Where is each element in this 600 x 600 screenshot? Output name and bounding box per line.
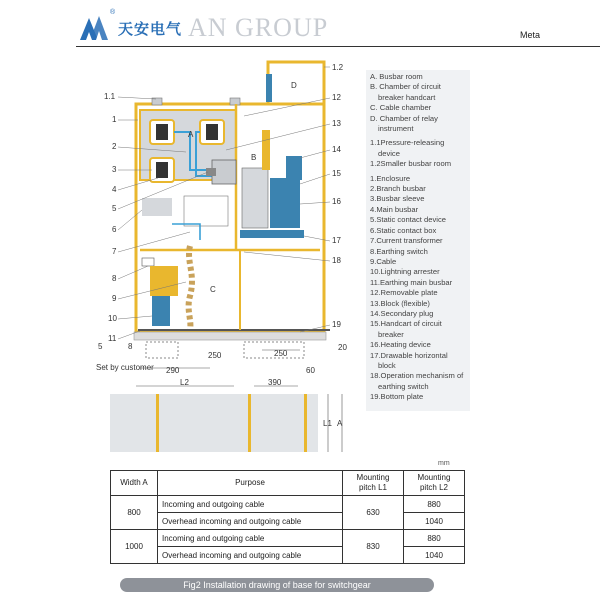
callout-label: 3 — [112, 165, 117, 174]
main-busbar — [156, 162, 168, 178]
earthing-switch — [142, 258, 154, 266]
legend-item: 12.Removable plate — [370, 288, 438, 298]
table-header-row — [111, 471, 465, 496]
callout-label: 1.1 — [104, 92, 116, 101]
header — [0, 0, 600, 48]
dim-label: 250 — [208, 351, 222, 360]
legend-item: 3.Busbar sleeve — [370, 194, 425, 204]
breaker-handcart — [270, 178, 300, 228]
legend-item: 4.Main busbar — [370, 204, 419, 214]
removable-plate — [262, 130, 270, 170]
brand-english-name: AN GROUP — [188, 13, 329, 42]
main-busbar — [156, 124, 168, 140]
legend-item: 7.Current transformer — [370, 236, 443, 246]
callout-label: 1 — [112, 115, 117, 124]
tianan-logo-icon — [78, 12, 112, 42]
legend-item: 15.Handcart of circuit breaker — [370, 319, 442, 339]
legend-item: 8.Earthing switch — [370, 246, 428, 256]
pressure-relief-flap — [230, 98, 240, 105]
legend-item: D. Chamber of relay instrument — [370, 113, 438, 134]
legend-item: 1.2Smaller busbar room — [370, 159, 452, 169]
dim-label: A — [337, 419, 343, 428]
cell-l1: 630 — [343, 496, 404, 530]
cell-width: 1000 — [111, 530, 158, 564]
bottom-plate — [134, 332, 326, 340]
secondary-plug — [286, 156, 302, 180]
header-section-text: Meta — [520, 30, 541, 40]
legend-item: 5.Static contact device — [370, 215, 446, 225]
legend-item: 10.Lightning arrester — [370, 267, 440, 277]
header-divider — [76, 46, 600, 47]
table-row — [111, 496, 465, 513]
legend-item: 9.Cable — [370, 256, 397, 266]
set-by-customer-label: Set by customer — [96, 363, 154, 372]
dim-label: 290 — [166, 366, 180, 375]
cell-l2: 1040 — [404, 547, 465, 564]
relay-mount — [266, 74, 272, 102]
table-row — [111, 547, 465, 564]
legend-item: 18.Operation mechanism of earthing switch — [370, 371, 464, 391]
lightning-arrester — [152, 296, 170, 326]
dim-label: L1 — [323, 419, 332, 428]
callout-label: 7 — [112, 247, 117, 256]
dim-label: 390 — [268, 378, 282, 387]
legend-item: B. Chamber of circuit breaker handcart — [370, 82, 441, 102]
cell-purpose: Incoming and outgoing cable — [158, 530, 343, 547]
callout-label: 10 — [108, 314, 117, 323]
cell-purpose: Incoming and outgoing cable — [158, 496, 343, 513]
dim-label: L2 — [180, 378, 189, 387]
header-purpose: Purpose — [158, 471, 343, 496]
legend-item: 11.Earthing main busbar — [370, 277, 453, 287]
dim-label: 250 — [274, 349, 288, 358]
drawable-horizontal-block — [240, 230, 304, 238]
callout-label: 17 — [332, 236, 341, 245]
header-l2: Mounting pitch L2 — [404, 471, 465, 496]
registered-mark: ® — [110, 9, 116, 16]
legend-item: A. Busbar room — [370, 72, 423, 81]
legend-item: 16.Heating device — [370, 340, 431, 350]
callout-label: 13 — [332, 119, 341, 128]
legend-item: 1.Enclosure — [370, 173, 411, 183]
callout-label: 11 — [108, 334, 117, 343]
lower-contact-box — [142, 198, 172, 216]
callout-label: 6 — [112, 225, 117, 234]
callout-label: 8 — [112, 274, 117, 283]
unit-label: mm — [438, 460, 450, 467]
header-l1: Mounting pitch L1 — [343, 471, 404, 496]
figure-caption: Fig2 Installation drawing of base for switchgear — [120, 578, 434, 592]
legend-parts — [370, 174, 466, 403]
legend-item: 6.Static contact box — [370, 225, 437, 235]
legend-panel — [366, 70, 470, 411]
breaker-body — [242, 168, 268, 228]
room-label-a: A — [188, 130, 194, 139]
foundation-dimensions — [96, 342, 347, 375]
legend-item: 17.Drawable horizontal block — [370, 350, 448, 370]
legend-item: 13.Block (flexible) — [370, 298, 430, 308]
callout-label: 19 — [332, 320, 341, 329]
cell-width: 800 — [111, 496, 158, 530]
callout-label: 14 — [332, 145, 341, 154]
legend-item: 1.1Pressure-releasing device — [370, 138, 445, 158]
callout-leader — [118, 97, 156, 99]
base-plate-plan — [110, 394, 318, 452]
cell-l2: 880 — [404, 496, 465, 513]
cell-l2: 880 — [404, 530, 465, 547]
cell-purpose: Overhead incoming and outgoing cable — [158, 547, 343, 564]
base-channel — [248, 394, 251, 452]
base-channel — [156, 394, 159, 452]
mounting-table — [110, 470, 465, 564]
earthing-switch-frame — [150, 266, 178, 296]
legend-item: 19.Bottom plate — [370, 392, 424, 402]
room-label-b: B — [251, 153, 257, 162]
callout-label: 5 — [112, 204, 117, 213]
cell-l2: 1040 — [404, 513, 465, 530]
table-row — [111, 513, 465, 530]
callout-label: 1.2 — [332, 63, 344, 72]
cell-purpose: Overhead incoming and outgoing cable — [158, 513, 343, 530]
callout-label: 12 — [332, 93, 341, 102]
dim-label: 5 — [98, 342, 103, 351]
dim-label: 8 — [128, 342, 133, 351]
callout-label: 9 — [112, 294, 117, 303]
header-width: Width A — [111, 471, 158, 496]
callout-label: 16 — [332, 197, 341, 206]
dim-label: 60 — [306, 366, 315, 375]
legend-devices — [370, 138, 466, 169]
legend-item: 14.Secondary plug — [370, 308, 434, 318]
legend-item: 2.Branch busbar — [370, 184, 426, 194]
legend-item: C. Cable chamber — [370, 103, 432, 113]
room-label-c: C — [210, 285, 216, 294]
callout-label: 18 — [332, 256, 341, 265]
brand-chinese-name: 天安电气 — [118, 21, 183, 38]
base-channel — [304, 394, 307, 452]
callout-label: 4 — [112, 185, 117, 194]
callout-label: 15 — [332, 169, 341, 178]
room-label-d: D — [291, 81, 297, 90]
foundation-pit — [146, 342, 178, 358]
callout-label: 2 — [112, 142, 117, 151]
cell-l1: 830 — [343, 530, 404, 564]
legend-rooms — [370, 72, 466, 134]
table-row — [111, 530, 465, 547]
dim-label: 20 — [338, 343, 347, 352]
current-transformer — [184, 196, 228, 226]
switchgear-diagram — [0, 48, 360, 460]
main-busbar — [206, 124, 218, 140]
base-plan-view — [110, 378, 343, 452]
